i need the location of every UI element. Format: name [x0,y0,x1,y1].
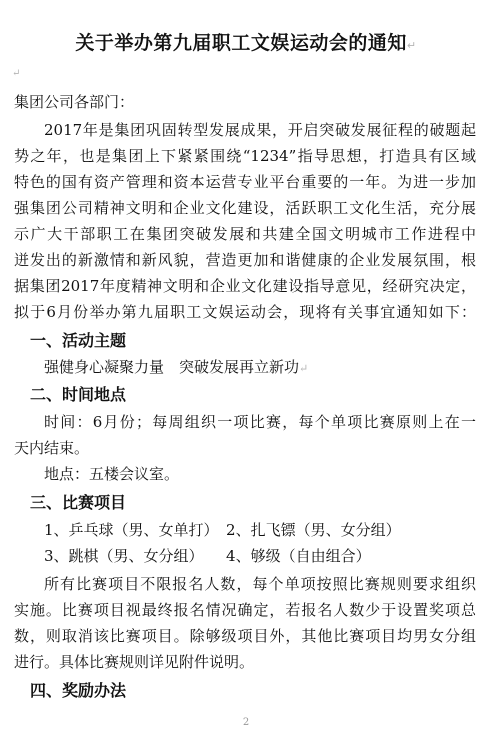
section-heading: 一、活动主题 [30,331,127,350]
paragraph-mark-icon: ↵ [299,362,309,375]
section-line: 所有比赛项目不限报名人数，每个单项按照比赛规则要求组织 [44,575,476,593]
section-line: 1、乒乓球（男、女单打） 2、扎飞镖（男、女分组） [44,521,401,539]
section-heading: 三、比赛项目 [30,493,127,512]
section-heading: 二、时间地点 [30,385,127,404]
page-number: 2 [242,717,250,728]
section-line: 地点：五楼会议室。 [44,465,180,483]
section-heading: 四、奖励办法 [30,681,127,700]
intro-line: 拟于6月份举办第九届职工文娱运动会，现将有关事宜通知如下： [14,303,476,321]
section-line: 时间：6月份；每周组织一项比赛，每个单项比赛原则上在一 [44,413,476,431]
intro-line: 迸发出的新激情和新风貌，营造更加和谐健康的企业发展氛围，根 [14,251,476,269]
section-line: 实施。比赛项目视最终报名情况确定，若报名人数少于设置奖项总 [14,601,476,619]
intro-line: 2017年是集团巩固转型发展成果，开启突破发展征程的破题起 [44,121,476,139]
section-line: 进行。具体比赛规则详见附件说明。 [14,653,255,671]
intro-line: 示广大干部职工在集团突破发展和共建全国文明城市工作进程中 [14,225,476,243]
section-line: 天内结束。 [14,439,90,457]
paragraph-mark-icon: ↵ [12,68,21,79]
salutation: 集团公司各部门： [14,93,135,111]
intro-line: 强集团公司精神文明和企业文化建设，活跃职工文化生活，充分展 [14,199,476,217]
intro-line: 据集团2017年度精神文明和企业文化建设指导意见，经研究决定， [14,277,476,295]
section-line: 强健身心凝聚力量 突破发展再立新功↵ [44,358,309,376]
paragraph-mark-icon: ↵ [406,39,417,52]
section-line: 数，则取消该比赛项目。除够级项目外，其他比赛项目均男女分组 [14,627,476,645]
document-title: 关于举办第九届职工文娱运动会的通知↵ [75,32,417,54]
intro-line: 特色的国有资产管理和资本运营专业平台重要的一年。为进一步加 [14,173,476,191]
intro-line: 势之年，也是集团上下紧紧围绕“1234”指导思想，打造具有区域 [14,147,476,165]
section-line: 3、跳棋（男、女分组） 4、够级（自由组合） [44,547,371,565]
